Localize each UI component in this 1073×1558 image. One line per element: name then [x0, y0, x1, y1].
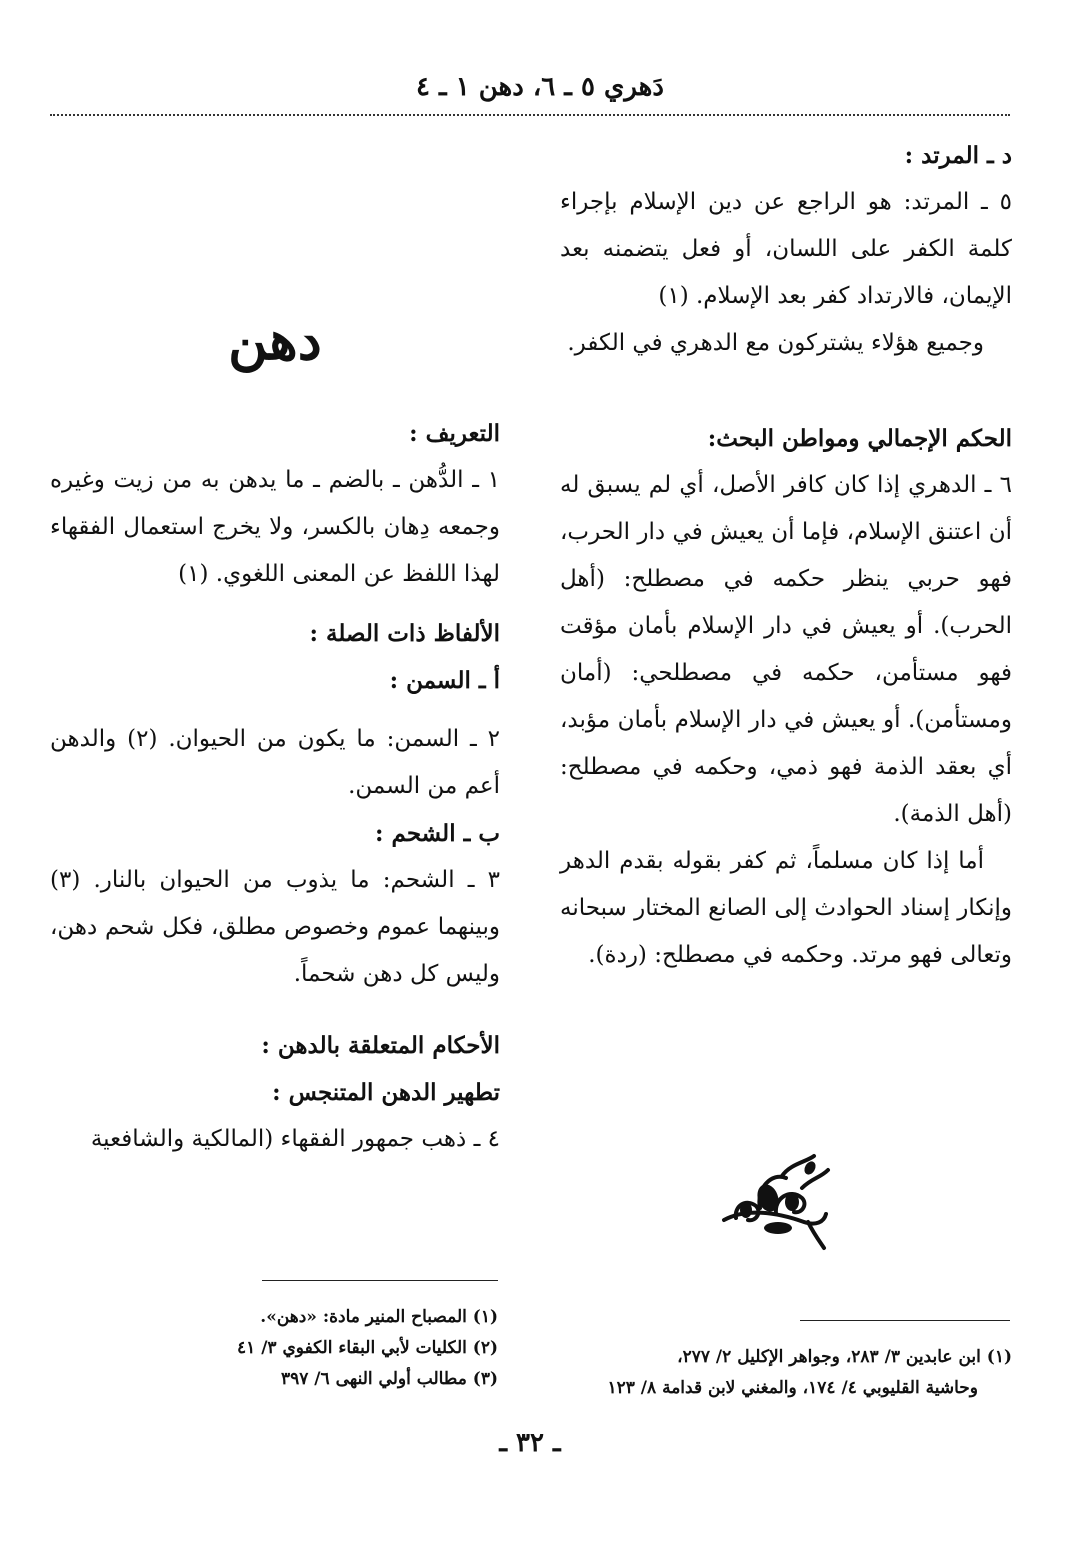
paragraph-4: ٤ ـ ذهب جمهور الفقهاء (المالكية والشافعية [90, 1126, 500, 1152]
floral-ornament-icon [716, 1148, 832, 1252]
paragraph-5: ٥ ـ المرتد: هو الراجع عن دين الإسلام بإجراء كلمة الكفر على اللسان، أو فعل يتضمنه بعد الإيمان، فالارتداد كفر بعد الإسلام. (١) [560, 189, 1012, 309]
footnote-item: (٣) مطالب أولي النهى ٦/ ٣٩٧ [280, 1369, 498, 1389]
heading-alfaz: الألفاظ ذات الصلة : [309, 620, 500, 647]
entry-title: دهن [228, 308, 322, 372]
heading-shahm: ب ـ الشحم : [375, 820, 500, 847]
paragraph-1: ١ ـ الدُّهن ـ بالضم ـ ما يدهن به من زيت وغيره وجمعه دِهان بالكسر، ولا يخرج استعمال الفقهاء لهذا اللفظ عن المعنى اللغوي. (١) [50, 467, 500, 587]
heading-murtad: د ـ المرتد : [904, 142, 1012, 169]
header-dotted-divider [50, 114, 1010, 116]
footnote-item: (١) ابن عابدين ٣/ ٢٨٣، وجواهر الإكليل ٢/ ٢٧٧، [677, 1347, 1012, 1367]
heading-tathir: تطهير الدهن المتنجس : [272, 1079, 500, 1106]
footnote-item: (٢) الكليات لأبي البقاء الكفوي ٣/ ٤١ [237, 1338, 498, 1358]
paragraph-6: ٦ ـ الدهري إذا كان كافر الأصل، أي لم يسبق له أن اعتنق الإسلام، فإما أن يعيش في دار الحرب، فهو حربي ينظر حكمه في مصطلح: (أهل الحرب). أو يعيش في دار الإسلام بأمان مؤقت فهو مستأمن، حكمه في مصطلحي: (أمان ومستأمن). أو يعيش في دار الإسلام بأمان مؤبد، أي بعقد الذمة فهو ذمي، وحكمه في مصطلح: (أهل الذمة). [560, 472, 1012, 827]
footnotes-left [170, 1302, 498, 1395]
heading-ahkam: الأحكام المتعلقة بالدهن : [261, 1032, 500, 1059]
paragraph-all-share: وجميع هؤلاء يشتركون مع الدهري في الكفر. [567, 330, 984, 356]
footnote-item: وحاشية القليوبي ٤/ ١٧٤، والمغني لابن قدامة ٨/ ١٢٣ [607, 1378, 978, 1398]
paragraph-amma: أما إذا كان مسلماً، ثم كفر بقوله بقدم الدهر وإنكار إسناد الحوادث إلى الصانع المختار سبحانه وتعالى فهو مرتد. وحكمه في مصطلح: (ردة). [560, 848, 1012, 968]
footnote-divider-right [800, 1320, 1010, 1321]
footnote-item: (١) المصباح المنير مادة: «دهن». [260, 1307, 498, 1327]
footnote-divider-left [262, 1280, 498, 1281]
paragraph-3: ٣ ـ الشحم: ما يذوب من الحيوان بالنار. (٣) وبينهما عموم وخصوص مطلق، فكل شحم دهن، وليس كل دهن شحماً. [50, 867, 500, 987]
paragraph-2: ٢ ـ السمن: ما يكون من الحيوان. (٢) والدهن أعم من السمن. [50, 726, 500, 799]
right-column [560, 132, 1012, 979]
heading-tarif: التعريف : [409, 420, 500, 447]
left-column [50, 410, 500, 1163]
page-number: ـ ٣٢ ـ [499, 1428, 561, 1458]
footnotes-right [560, 1342, 1012, 1404]
heading-samn: أ ـ السمن : [389, 667, 500, 694]
heading-hukm-ijmali: الحكم الإجمالي ومواطن البحث: [707, 425, 1012, 452]
running-header: دَهري ٥ ـ ٦، دهن ١ ـ ٤ [416, 72, 664, 102]
